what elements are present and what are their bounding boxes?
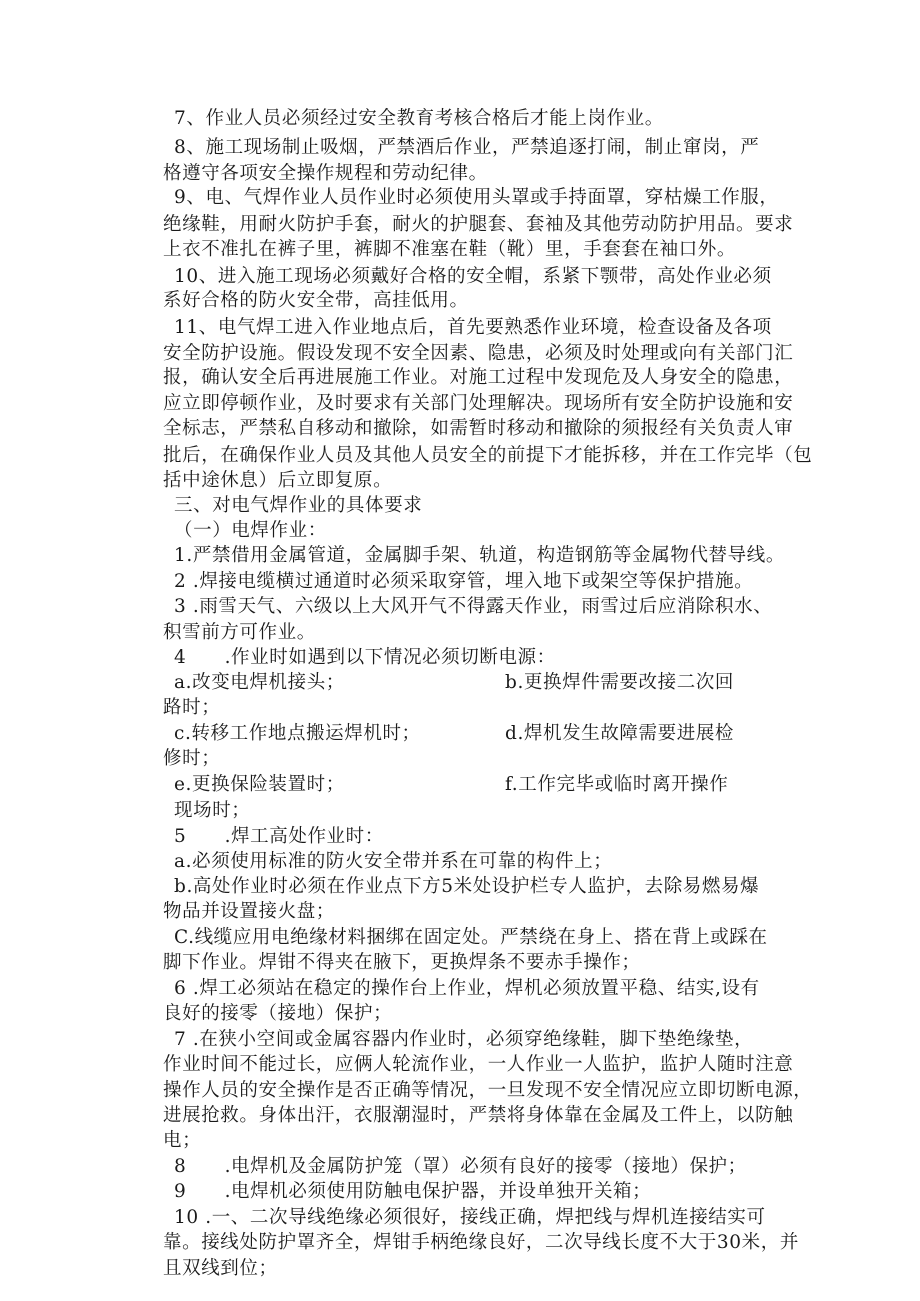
text-line-weld-7-cont-4: 电； — [163, 1130, 202, 1151]
text-line-item-11-cont-1: 安全防护设施。假设发现不安全因素、隐患，必须及时处理或向有关部门汇 — [163, 343, 794, 364]
list-item-5c-cont: 脚下作业。焊钳不得夹在腋下，更换焊条不要赤手操作； — [163, 952, 641, 973]
text-line-weld-7: 7 .在狭小空间或金属容器内作业时，必须穿绝缘鞋，脚下垫绝缘垫， — [174, 1029, 754, 1050]
list-item-d-cont: 修时； — [163, 748, 221, 769]
section-heading-3: 三、对电气焊作业的具体要求 — [174, 495, 423, 516]
text-line-item-11-cont-6: 括中途休息）后立即复原。 — [163, 470, 393, 491]
list-item-5b: b.高处作业时必须在作业点下方5米处设护栏专人监护，去除易燃易爆 — [174, 876, 760, 897]
text-line-weld-7-cont-1: 作业时间不能过长，应俩人轮流作业，一人作业一人监护，监护人随时注意 — [163, 1054, 794, 1075]
text-line-item-7: 7、作业人员必须经过安全教育考核合格后才能上岗作业。 — [174, 108, 664, 129]
text-line-item-10: 10、进入施工现场必须戴好合格的安全帽，系紧下颚带，高处作业必须 — [174, 266, 772, 287]
text-line-item-9-cont-1: 绝缘鞋，用耐火防护手套，耐火的护腿套、套袖及其他劳动防护用品。要求 — [163, 214, 794, 235]
text-line-item-11-cont-5: 批后，在确保作业人员及其他人员安全的前提下才能拆移，并在工作完毕（包 — [163, 445, 813, 466]
text-line-item-11-cont-3: 应立即停顿作业，及时要求有关部门处理解决。现场所有安全防护设施和安 — [163, 393, 794, 414]
text-line-weld-10-cont-2: 且双线到位； — [163, 1258, 278, 1279]
list-item-b-cont: 路时； — [163, 697, 221, 718]
list-item-5b-cont: 物品并设置接火盘； — [163, 901, 335, 922]
text-line-weld-1: 1.严禁借用金属管道，金属脚手架、轨道，构造钢筋等金属物代替导线。 — [174, 545, 785, 566]
list-item-f-cont: 现场时； — [174, 800, 251, 821]
list-item-d: d.焊机发生故障需要进展检 — [505, 723, 735, 744]
text-line-weld-9: 9 .电焊机必须使用防触电保护器，并设单独开关箱； — [174, 1181, 652, 1202]
text-line-weld-10: 10 .一、二次导线绝缘必须很好，接线正确，焊把线与焊机连接结实可 — [174, 1207, 766, 1228]
text-line-weld-7-cont-2: 操作人员的安全操作是否正确等情况，一旦发现不安全情况应立即切断电源， — [163, 1080, 813, 1101]
text-line-weld-7-cont-3: 进展抢救。身体出汗，衣服潮湿时，严禁将身体靠在金属及工件上，以防触 — [163, 1105, 794, 1126]
text-line-item-11-cont-4: 全标志，严禁私自移动和撤除，如需暂时移动和撤除的须报经有关负责人审 — [163, 418, 794, 439]
text-line-weld-4: 4 .作业时如遇到以下情况必须切断电源： — [174, 647, 556, 668]
text-line-item-8: 8、施工现场制止吸烟，严禁酒后作业，严禁追逐打闹，制止窜岗，严 — [174, 137, 760, 158]
text-line-item-8-cont: 格遵守各项安全操作规程和劳动纪律。 — [163, 163, 488, 184]
text-line-weld-3: 3 .雨雪天气、六级以上大风开气不得露天作业，雨雪过后应消除积水、 — [174, 596, 773, 617]
text-line-weld-3-cont: 积雪前方可作业。 — [163, 622, 316, 643]
text-line-item-9: 9、电、气焊作业人员作业时必须使用头罩或手持面罩，穿枯燥工作服， — [174, 187, 779, 208]
list-item-c: c.转移工作地点搬运焊机时； — [174, 723, 421, 744]
text-line-item-9-cont-2: 上衣不准扎在裤子里，裤脚不准塞在鞋（靴）里，手套套在袖口外。 — [163, 239, 737, 260]
list-item-e: e.更换保险装置时； — [174, 774, 345, 795]
text-line-weld-2: 2 .焊接电缆横过通道时必须采取穿管，埋入地下或架空等保护措施。 — [174, 571, 754, 592]
text-line-weld-6: 6 .焊工必须站在稳定的操作台上作业，焊机必须放置平稳、结实,设有 — [174, 978, 760, 999]
list-item-5c: C.线缆应用电绝缘材料捆绑在固定处。严禁绕在身上、搭在背上或踩在 — [174, 927, 768, 948]
list-item-a: a.改变电焊机接头； — [174, 672, 345, 693]
text-line-weld-8: 8 .电焊机及金属防护笼（罩）必须有良好的接零（接地）保护； — [174, 1156, 747, 1177]
text-line-item-11-cont-2: 报，确认安全后再进展施工作业。对施工过程中发现危及人身安全的隐患， — [163, 367, 794, 388]
text-line-item-10-cont: 系好合格的防火安全带，高挂低用。 — [163, 290, 469, 311]
subsection-heading-welding: （一）电焊作业： — [174, 520, 327, 541]
text-line-weld-10-cont-1: 靠。接线处防护罩齐全，焊钳手柄绝缘良好，二次导线长度不大于30米，并 — [163, 1232, 799, 1253]
list-item-5a: a.必须使用标准的防火安全带并系在可靠的构件上； — [174, 851, 613, 872]
text-line-weld-5: 5 .焊工高处作业时： — [174, 826, 384, 847]
list-item-b: b.更换焊件需要改接二次回 — [505, 672, 735, 693]
text-line-item-11: 11、电气焊工进入作业地点后，首先要熟悉作业环境，检查设备及各项 — [174, 317, 772, 338]
list-item-f: f.工作完毕或临时离开操作 — [505, 774, 729, 795]
text-line-weld-6-cont: 良好的接零（接地）保护； — [163, 1003, 393, 1024]
